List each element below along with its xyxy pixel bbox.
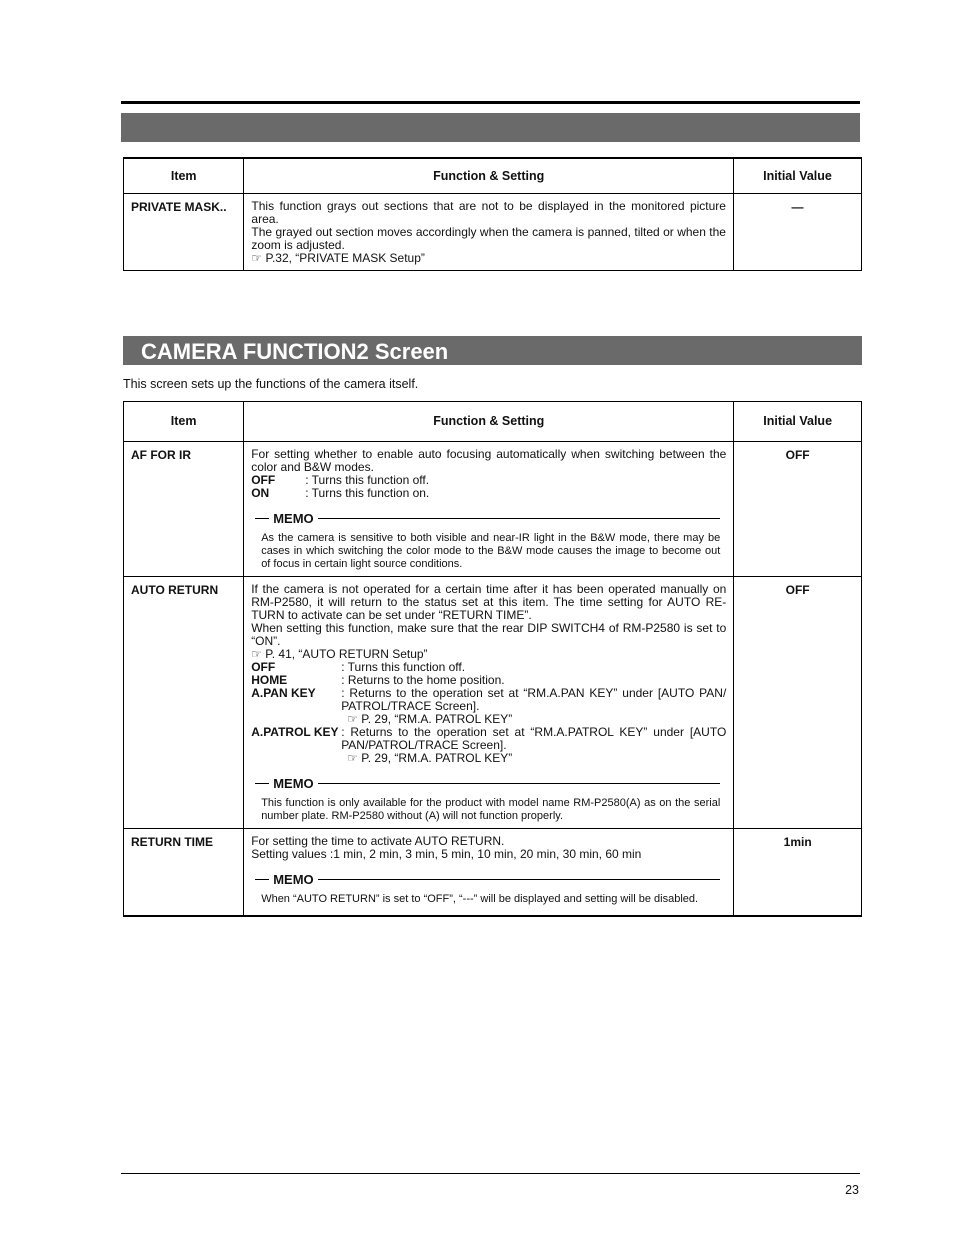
camera-function2-table [123,401,862,917]
option-value: : Turns this function on. [305,486,430,500]
page-reference: ☞ P. 41, “AUTO RETURN Setup” [251,647,428,661]
memo-header [255,777,720,790]
function-cell [244,829,734,916]
footer-rule [121,1173,860,1174]
option-key: HOME [251,673,288,687]
page-reference: ☞ P. 29, “RM.A. PATROL KEY” [347,751,513,765]
function-description: When setting this function, make sure that the rear DIP SWITCH4 of RM-P2580 is set to “ON”. [251,621,727,648]
memo-box [255,512,720,571]
function-description: For setting whether to enable auto focusing automatically when switching between the color and B&W modes. [251,447,727,474]
header-function: Function & Setting [244,158,734,194]
option-value: : Returns to the home position. [341,673,505,687]
option-key: OFF [251,473,276,487]
initial-value: — [733,194,861,271]
section-title: CAMERA FUNCTION2 Screen [141,339,449,364]
section-title-bar [123,336,862,365]
function-description: For setting the time to activate AUTO RETURN. [251,834,505,848]
item-name: AF FOR IR [124,442,244,577]
initial-value: OFF [734,442,862,577]
memo-text: As the camera is sensitive to both visible and near-IR light in the B&W mode, there may be cases in which switching the color mode to the B&W mode causes the image to become out of focus in certain light source conditions. [261,532,721,570]
item-name: RETURN TIME [124,829,244,916]
memo-header [255,512,720,525]
table-row [124,194,862,271]
function-line: This function grays out sections that are not to be displayed in the monitored picture area. [251,199,726,226]
page-number: 23 [845,1183,859,1197]
table-row-af-for-ir [124,442,862,577]
item-name: AUTO RETURN [124,577,244,829]
option-a-patrol-key [251,726,726,752]
memo-box [255,873,720,906]
memo-header [255,873,720,886]
header-item: Item [124,402,244,442]
option-on [251,487,726,500]
initial-value: 1min [734,829,862,916]
private-mask-table [123,157,862,271]
memo-label: MEMO [273,776,314,791]
option-value: : Returns to the operation set at “RM.A.PATROL KEY” under [AUTO PAN/PATROL/TRACE Screen]. [341,725,727,752]
option-key: A.PATROL KEY [251,725,339,739]
page-reference: ☞ P. 29, “RM.A. PATROL KEY” [347,712,513,726]
option-value: : Turns this function off. [341,660,466,674]
function-cell [244,442,734,577]
top-rule [121,101,860,104]
memo-label: MEMO [273,511,314,526]
option-value: : Turns this function off. [305,473,430,487]
header-item: Item [124,158,244,194]
option-key: A.PAN KEY [251,686,316,700]
function-description: If the camera is not operated for a certain time after it has been operated manually on RM-P2580, it will return to the status set at this item. The time setting for AUTO RE-TURN to activate can be set under “RETURN TIME”. [251,582,727,622]
function-cell [244,577,734,829]
table-row-return-time [124,829,862,916]
header-initial: Initial Value [734,402,862,442]
option-a-pan-key [251,687,726,713]
memo-box [255,777,720,823]
function-cell [244,194,734,271]
header-initial: Initial Value [733,158,861,194]
page-reference: ☞ P.32, “PRIVATE MASK Setup” [251,251,425,265]
memo-text: This function is only available for the product with model name RM-P2580(A) as on the serial number plate. RM-P2580 without (A) will not function properly. [261,797,721,822]
option-key: ON [251,486,270,500]
memo-text: When “AUTO RETURN” is set to “OFF”, “---” will be displayed and setting will be disabled. [261,893,699,905]
item-name: PRIVATE MASK.. [124,194,244,271]
setting-values: Setting values :1 min, 2 min, 3 min, 5 min, 10 min, 20 min, 30 min, 60 min [251,847,642,861]
section-intro: This screen sets up the functions of the camera itself. [123,377,419,391]
header-function: Function & Setting [244,402,734,442]
option-key: OFF [251,660,276,674]
function-line: The grayed out section moves accordingly when the camera is panned, tilted or when the zoom is adjusted. [251,225,726,252]
top-section-bar [121,113,860,142]
table-row-auto-return [124,577,862,829]
option-value: : Returns to the operation set at “RM.A.PAN KEY” under [AUTO PAN/ PATROL/TRACE Screen]. [341,686,727,713]
memo-label: MEMO [273,872,314,887]
initial-value: OFF [734,577,862,829]
